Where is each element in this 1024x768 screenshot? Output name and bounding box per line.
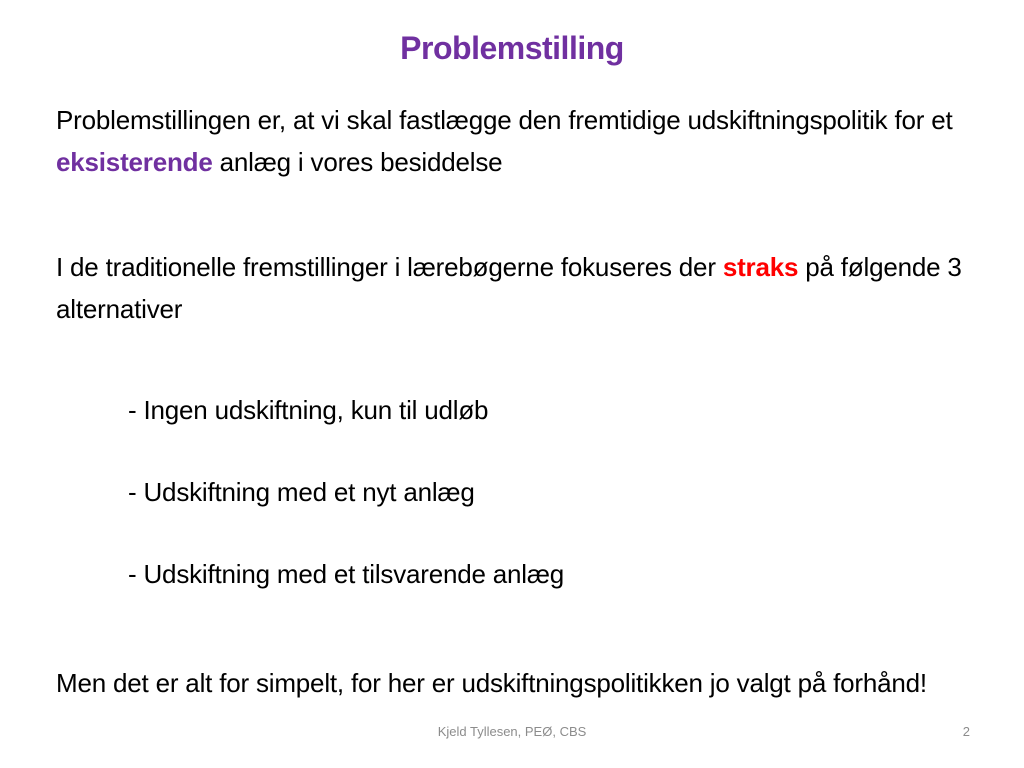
alternatives-list: [128, 390, 948, 636]
alternative-item: - Ingen udskiftning, kun til udløb: [128, 395, 489, 425]
paragraph-traditional-approach-text-before: I de traditionelle fremstillinger i lærebøgerne fokuseres der: [56, 252, 723, 282]
paragraph-problem-statement: [56, 99, 986, 183]
footer-page-number: 2: [962, 724, 970, 739]
emphasis-eksisterende: eksisterende: [56, 147, 213, 177]
paragraph-problem-statement-text-before: Problemstillingen er, at vi skal fastlægge den fremtidige udskiftningspolitik for et: [56, 105, 953, 135]
alternative-item: - Udskiftning med et nyt anlæg: [128, 477, 475, 507]
slide-title: Problemstilling: [400, 30, 624, 66]
footer-author: Kjeld Tyllesen, PEØ, CBS: [437, 724, 587, 739]
emphasis-straks: straks: [722, 252, 799, 282]
paragraph-traditional-approach-text-after: på følgende 3 alternativer: [56, 252, 962, 324]
paragraph-problem-statement-text-after: anlæg i vores besiddelse: [212, 147, 503, 177]
alternative-item: - Udskiftning med et tilsvarende anlæg: [128, 559, 565, 589]
paragraph-conclusion: Men det er alt for simpelt, for her er udskiftningspolitikken jo valgt på forhånd!: [56, 668, 927, 698]
paragraph-traditional-approach: [56, 246, 986, 330]
